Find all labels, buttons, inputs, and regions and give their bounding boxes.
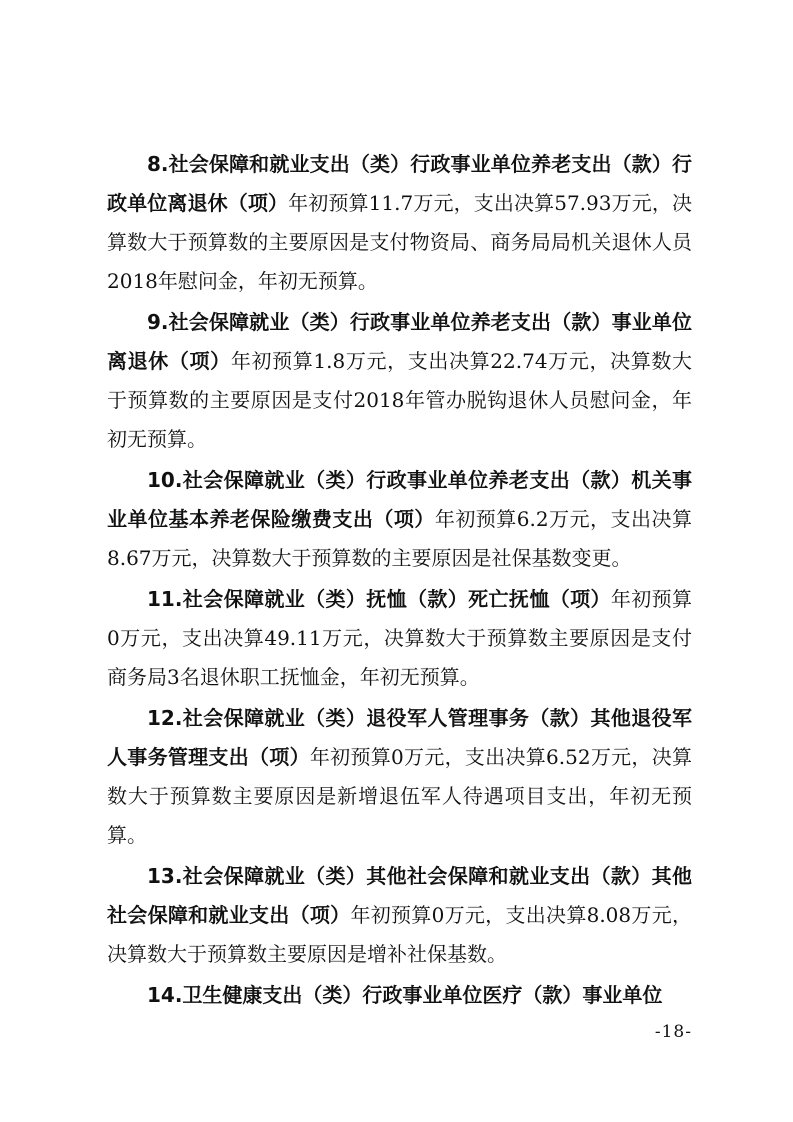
paragraph-text: 年初预算0万元，支出决算49.11万元，决算数大于预算数主要原因是支付商务局3名退休职工抚恤金，年初无预算。 xyxy=(107,587,693,689)
paragraph-text: 年初预算11.7万元，支出决算57.93万元，决算数大于预算数的主要原因是支付物资局、商务局局机关退休人员2018年慰问金，年初无预算。 xyxy=(107,191,692,293)
paragraph-text: 年初预算0万元，支出决算8.08万元，决算数大于预算数主要原因是增补社保基数。 xyxy=(107,903,692,966)
paragraph-heading: 8.社会保障和就业支出（类）行政事业单位养老支出（款）行政单位离退休（项） xyxy=(107,152,692,215)
paragraph-heading: 13.社会保障就业（类）其他社会保障和就业支出（款）其他社会保障和就业支出（项） xyxy=(107,864,692,927)
paragraph-item-13 xyxy=(107,857,692,974)
paragraph-heading: 12.社会保障就业（类）退役军人管理事务（款）其他退役军人事务管理支出（项） xyxy=(107,706,692,769)
paragraph-text: 年初预算6.2万元，支出决算8.67万元，决算数大于预算数的主要原因是社保基数变更。 xyxy=(107,507,693,570)
paragraph-heading: 10.社会保障就业（类）行政事业单位养老支出（款）机关事业单位基本养老保险缴费支出（项） xyxy=(107,468,692,531)
paragraph-item-12 xyxy=(107,699,692,855)
paragraph-item-10 xyxy=(107,461,692,578)
paragraph-text: 年初预算0万元，支出决算6.52万元，决算数大于预算数主要原因是新增退伍军人待遇项目支出，年初无预算。 xyxy=(107,745,693,847)
paragraph-heading: 11.社会保障就业（类）抚恤（款）死亡抚恤（项） xyxy=(147,587,611,611)
document-body xyxy=(107,145,692,1017)
paragraph-text: 年初预算1.8万元，支出决算22.74万元，决算数大于预算数的主要原因是支付2018年管办脱钩退休人员慰问金，年初无预算。 xyxy=(107,349,693,451)
paragraph-item-8 xyxy=(107,145,692,301)
page-number: -18- xyxy=(654,1022,692,1042)
paragraph-heading: 14.卫生健康支出（类）行政事业单位医疗（款）事业单位 xyxy=(147,983,663,1007)
paragraph-item-11 xyxy=(107,580,692,697)
paragraph-item-14 xyxy=(107,976,692,1015)
paragraph-item-9 xyxy=(107,303,692,459)
paragraph-heading: 9.社会保障就业（类）行政事业单位养老支出（款）事业单位离退休（项） xyxy=(107,310,692,373)
